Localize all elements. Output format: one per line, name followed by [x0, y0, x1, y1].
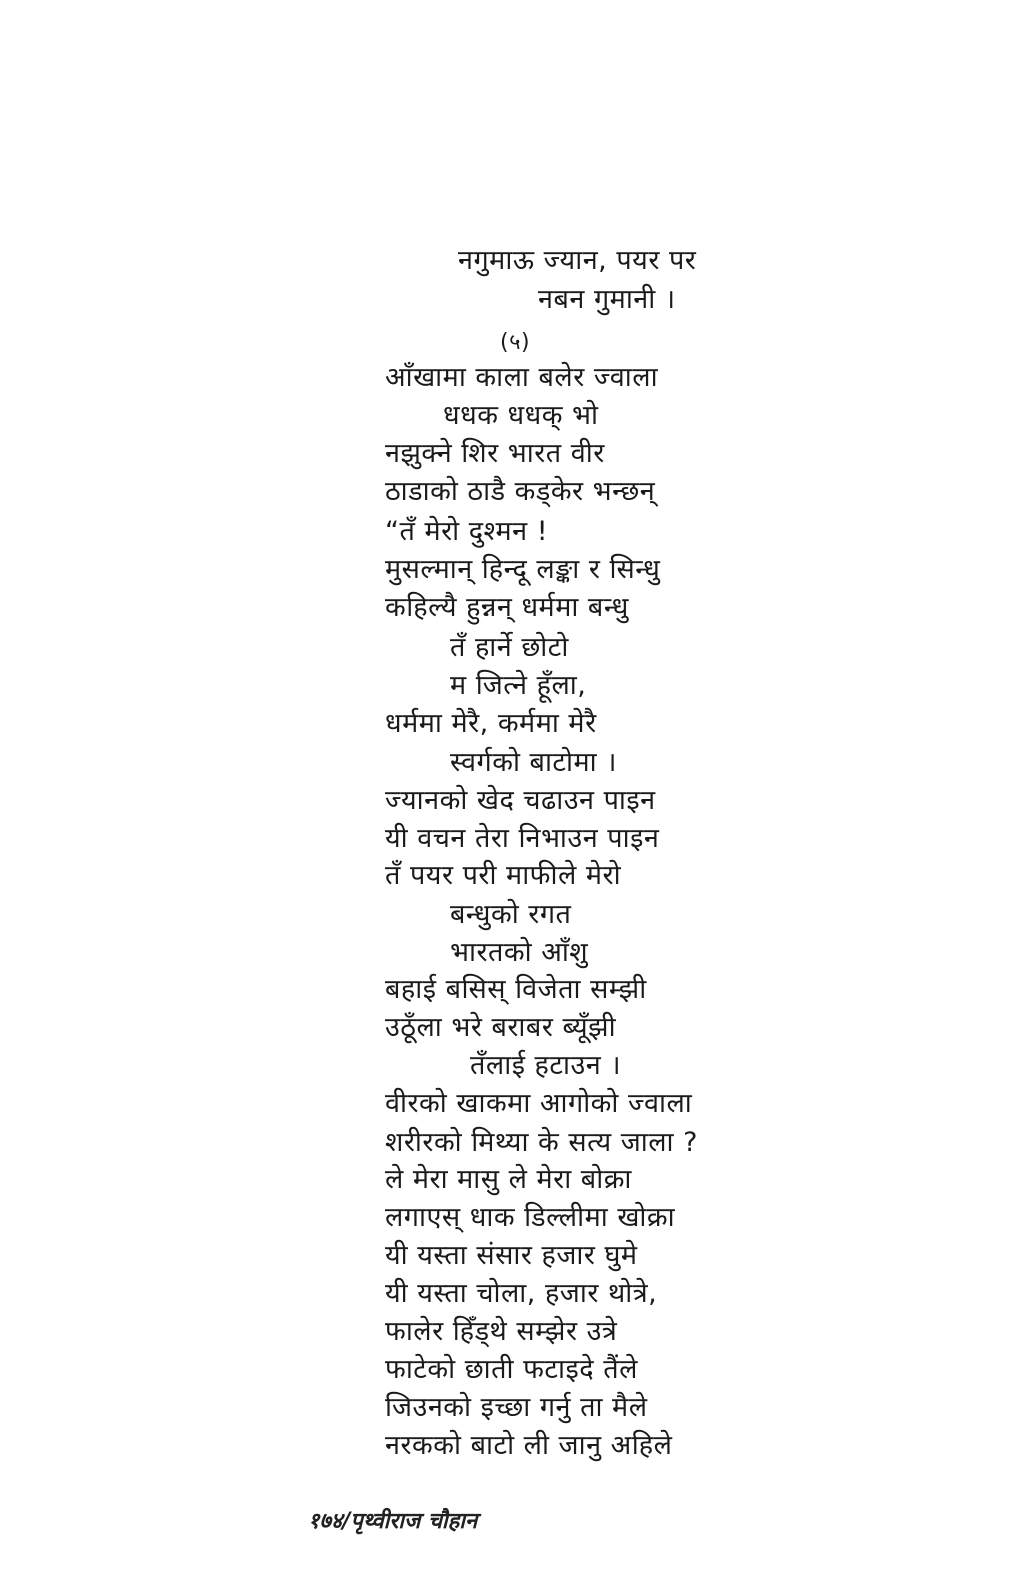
poem-line: फालेर हिँड्थे सम्झेर उत्रे [385, 1316, 618, 1347]
poem-line: नझुक्ने शिर भारत वीर [385, 438, 605, 469]
page-footer: १७४/पृथ्वीराज चौहान [308, 1509, 478, 1534]
poem-line: मुसल्मान् हिन्दू लङ्का र सिन्धु [385, 554, 661, 585]
poem-line: बहाई बसिस् विजेता सम्झी [385, 974, 647, 1005]
poem-line: तँ पयर परी माफीले मेरो [385, 860, 622, 891]
poem-line: शरीरको मिथ्या के सत्य जाला ? [385, 1127, 698, 1158]
poem-line: जिउनको इच्छा गर्नु ता मैले [385, 1392, 648, 1423]
poem-line: वीरको खाकमा आगोको ज्वाला [385, 1088, 693, 1119]
poem-line: “तँ मेरो दुश्मन ! [385, 516, 549, 547]
poem-line: धर्ममा मेरै, कर्ममा मेरै [385, 708, 597, 739]
poem-line: तँ हार्ने छोटो [450, 632, 569, 663]
poem-line: कहिल्यै हुन्नन् धर्ममा बन्धु [385, 592, 629, 623]
poem-line: तँलाई हटाउन । [470, 1050, 622, 1081]
poem-line: स्वर्गको बाटोमा । [450, 747, 617, 778]
poem-line: आँखामा काला बलेर ज्वाला [385, 362, 659, 393]
poem-line: ठाडाको ठाडै कड्केर भन्छन् [385, 476, 656, 507]
section-number: (५) [500, 330, 531, 355]
poem-line: धधक धधक् भो [443, 400, 599, 431]
poem-line: यी यस्ता चोला, हजार थोत्रे, [385, 1278, 658, 1309]
poem-line: ज्यानको खेद चढाउन पाइन [385, 785, 656, 816]
poem-line: म जित्ने हूँला, [450, 670, 587, 701]
poem-line: बन्धुको रगत [450, 899, 572, 930]
poem-line: उठूँला भरे बराबर ब्यूँझी [385, 1012, 617, 1043]
poem-line: ले मेरा मासु ले मेरा बोक्रा [385, 1164, 632, 1195]
poem-line: यी यस्ता संसार हजार घुमे [385, 1240, 638, 1271]
poem-line: नगुमाऊ ज्यान, पयर पर [458, 245, 697, 276]
poem-line: भारतको आँशु [450, 937, 589, 968]
poem-line: नरकको बाटो ली जानु अहिले [385, 1430, 673, 1461]
poem-line: यी वचन तेरा निभाउन पाइन [385, 823, 660, 854]
poem-line: नबन गुमानी । [538, 284, 676, 315]
poem-line: फाटेको छाती फटाइदे तैंले [385, 1354, 638, 1385]
poem-line: लगाएस् धाक डिल्लीमा खोक्रा [385, 1202, 676, 1233]
